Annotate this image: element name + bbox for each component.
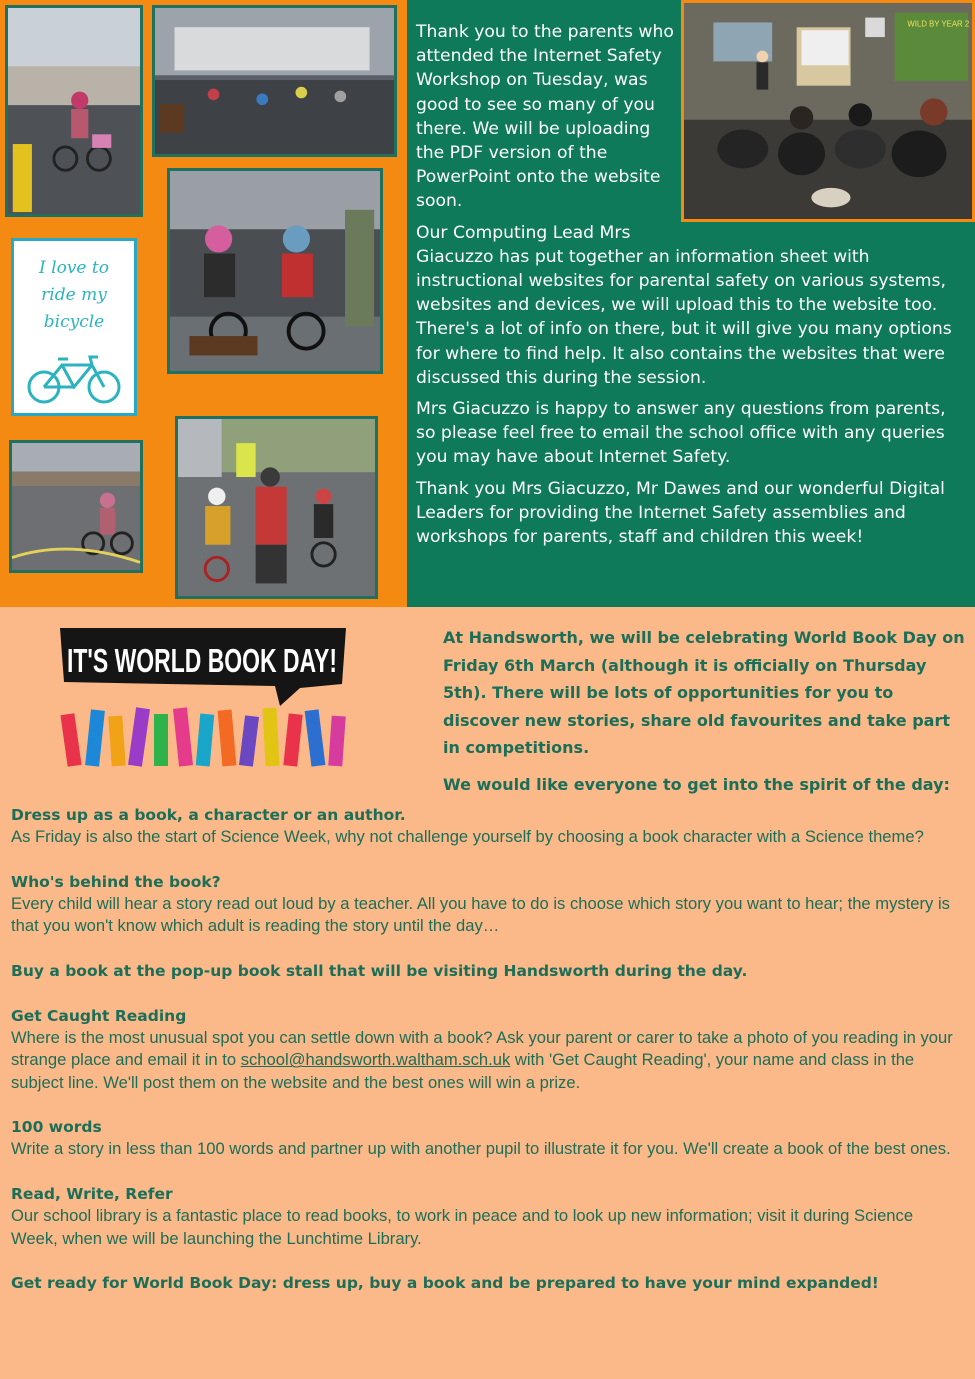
activity-book-stall (11, 960, 961, 982)
poster-line-2: ride my (41, 285, 107, 305)
wbd-spirit-line: We would like everyone to get into the spirit of the day: (443, 774, 950, 794)
activity-heading: Dress up as a book, a character or an author. (11, 806, 406, 824)
internet-safety-paragraph-2 (416, 221, 956, 390)
caught-reading-text-after: with 'Get Caught Reading', your name and class in the subject line. We'll post them on the website and the best ones will win a prize. (11, 1050, 915, 1092)
activity-heading: Buy a book at the pop-up book stall that will be visiting Handsworth during the day. (11, 962, 748, 981)
poster-text (14, 255, 134, 336)
workshop-photo (681, 0, 975, 222)
internet-safety-paragraph-1: Thank you to the parents who attended the Internet Safety Workshop on Tuesday, was good to see so many of you there. We will be uploading the PDF version of the PowerPoint onto the website soon. (416, 22, 674, 212)
activity-read-write-refer (11, 1183, 961, 1250)
activity-heading: Who's behind the book? (11, 872, 221, 891)
closing-line: Get ready for World Book Day: dress up, buy a book and be prepared to have your mind expanded! (11, 1274, 879, 1293)
school-email-link[interactable]: school@handsworth.waltham.sch.uk (240, 1050, 511, 1070)
activity-dress-up (11, 804, 961, 849)
logo-text: IT'S WORLD BOOK DAY! (67, 642, 337, 679)
workshop-banner-text: WILD BY YEAR 2 (907, 19, 970, 29)
poster-line-3: bicycle (43, 312, 105, 332)
bike-photo-4 (9, 440, 143, 573)
activity-text: Our school library is a fantastic place to read books, to work in peace and to look up new information; visit it during Science Week, when we will be launching the Lunchtime Library. (11, 1206, 914, 1248)
bicycle-poster (11, 238, 137, 416)
wbd-intro-paragraph: At Handsworth, we will be celebrating World Book Day on Friday 6th March (although it is officially on Thursday 5th). There will be lots of opportunities for you to discover new stories, share old favourites and take part in competitions. (443, 628, 965, 757)
poster-line-1: I love to (39, 258, 109, 278)
bike-photo-2 (152, 5, 397, 157)
activity-text: Every child will hear a story read out loud by a teacher. All you have to do is choose which story you want to hear; the mystery is that you won't know which adult is reading the story until the day… (11, 894, 950, 936)
bicycle-icon (24, 353, 124, 405)
world-book-day-intro (443, 624, 965, 807)
bike-photo-1 (5, 5, 143, 217)
internet-safety-paragraph-4: Thank you Mrs Giacuzzo, Mr Dawes and our wonderful Digital Leaders for providing the Internet Safety assemblies and workshops for parents, staff and children this week! (416, 478, 945, 548)
activity-heading: Get Caught Reading (11, 1006, 187, 1025)
activity-100-words (11, 1116, 961, 1161)
bike-photo-5 (175, 416, 378, 599)
activity-get-caught-reading (11, 1005, 961, 1094)
activity-text (11, 1027, 961, 1094)
internet-safety-paragraph-2-rest: Giacuzzo has put together an information sheet with instructional websites for parental safety on various systems, websites and devices, we will upload this to the website too. There's a lot of info on there, but it will give you many options for where to find help. It also contains the websites that were discussed this during the session. (416, 246, 952, 388)
caught-reading-text-before: Where is the most unusual spot you can settle down with a book? Ask your parent or carer to take a photo of you reading in your strange place and email it in to (11, 1027, 953, 1070)
activity-text: Write a story in less than 100 words and partner up with another pupil to illustrate it for you. We'll create a book of the best ones. (11, 1139, 951, 1159)
bike-photo-3 (167, 168, 383, 374)
internet-safety-paragraph-3: Mrs Giacuzzo is happy to answer any questions from parents, so please feel free to email the school office with any queries you may have about Internet Safety. (416, 399, 946, 468)
activity-text: As Friday is also the start of Science Week, why not challenge yourself by choosing a book character with a Science theme? (11, 827, 924, 847)
activity-behind-the-book (11, 871, 961, 938)
activity-heading: Read, Write, Refer (11, 1185, 173, 1204)
world-book-day-activities (11, 804, 961, 1295)
world-book-day-logo (50, 622, 356, 782)
pencil-characters-icon (60, 707, 345, 766)
activity-heading: 100 words (11, 1118, 102, 1137)
internet-safety-paragraph-2-line1: Our Computing Lead Mrs (416, 222, 631, 243)
